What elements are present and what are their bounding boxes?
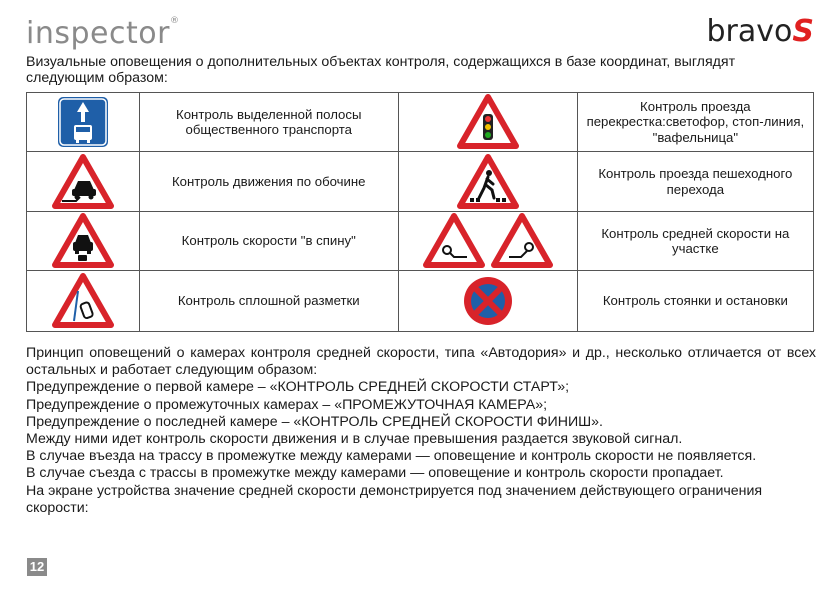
pedestrian-label: Контроль проезда пешеходного перехода [577, 152, 813, 212]
no-stopping-label: Контроль стоянки и остановки [577, 271, 813, 332]
table-cell-icon [27, 93, 140, 152]
body-text [26, 345, 816, 517]
average-speed-label: Контроль средней скорости на участке [577, 212, 813, 271]
bus-lane-label: Контроль выделенной полосы общественного транспорта [139, 93, 398, 152]
bus-lane-sign-icon [57, 96, 109, 148]
solid-line-label: Контроль сплошной разметки [139, 271, 398, 332]
average-speed-signs-icon [423, 213, 553, 269]
no-stopping-sign-icon [462, 275, 514, 327]
brand-left-text: inspector [26, 16, 170, 51]
rear-speed-label: Контроль скорости "в спину" [139, 212, 398, 271]
pedestrian-sign-icon [457, 154, 519, 210]
table-cell-icon [27, 271, 140, 332]
bravo-logo [707, 14, 814, 49]
signs-table [26, 92, 814, 332]
paragraph: На экране устройства значение средней скорости демонстрируется под значением действующего ограничения скорости: [26, 482, 763, 516]
paragraph: Предупреждение о последней камере – «КОНТРОЛЬ СРЕДНЕЙ СКОРОСТИ ФИНИШ». [26, 413, 604, 430]
table-cell-icon [398, 271, 577, 332]
paragraph: Предупреждение о промежуточных камерах – «ПРОМЕЖУТОЧНАЯ КАМЕРА»; [26, 396, 548, 413]
registered-mark: ® [169, 16, 180, 26]
traffic-light-label: Контроль проезда перекрестка:светофор, стоп-линия, "вафельница" [577, 93, 813, 152]
table-cell-icon [27, 152, 140, 212]
car-roadside-sign-icon [52, 154, 114, 210]
table-row [27, 271, 814, 332]
table-cell-icon [398, 152, 577, 212]
brand-right-mark: S [792, 14, 814, 49]
page-number: 12 [27, 558, 47, 576]
traffic-light-sign-icon [457, 94, 519, 150]
car-rear-camera-sign-icon [52, 213, 114, 269]
paragraph: остальных и работает следующим образом: [26, 362, 318, 379]
table-row [27, 93, 814, 152]
paragraph: Предупреждение о первой камере – «КОНТРОЛЬ СРЕДНЕЙ СКОРОСТИ СТАРТ»; [26, 379, 570, 396]
table-row [27, 152, 814, 212]
table-row [27, 212, 814, 271]
paragraph: В случае въезда на трассу в промежутке между камерами — оповещение и контроль скорости не появляется. [26, 448, 757, 465]
inspector-logo [26, 16, 179, 51]
solid-line-sign-icon [52, 273, 114, 329]
table-cell-icon [398, 93, 577, 152]
paragraph: Между ними идет контроль скорости движения и в случае превышения раздается звуковой сигнал. [26, 431, 683, 448]
paragraph: В случае съезда с трассы в промежутке между камерами — оповещение и контроль скорости пропадает. [26, 465, 724, 482]
brand-right-text: bravo [706, 14, 793, 49]
roadside-label: Контроль движения по обочине [139, 152, 398, 212]
table-cell-icon [27, 212, 140, 271]
intro-text: Визуальные оповещения о дополнительных объектах контроля, содержащихся в базе координат, выглядят следующим образом: [26, 54, 736, 86]
paragraph: Принцип оповещений о камерах контроля средней скорости, типа «Автодория» и др., несколько отличается от всех [26, 345, 816, 361]
table-cell-icon [398, 212, 577, 271]
